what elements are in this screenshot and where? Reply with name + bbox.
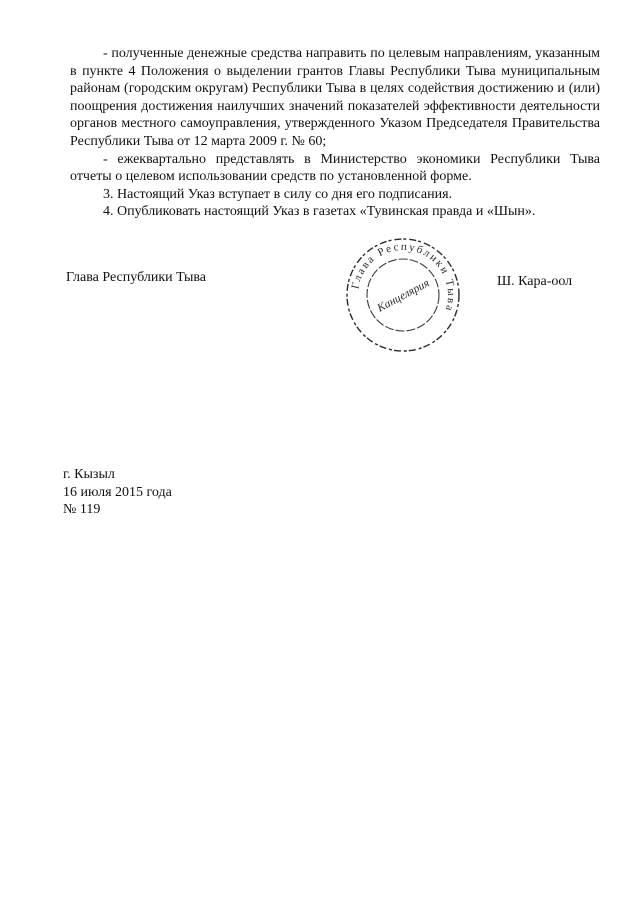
signatory-name: Ш. Кара-оол <box>497 274 573 289</box>
paragraph-funds-usage: - полученные денежные средства направить по целевым направлениям, указанным в пункте 4 Положения о выделении грантов Главы Республики Тыва муниципальным районам (городским округам) Республики Тыва в целях содействия достижению и (или) поощрения достижения наилучших значений показателей эффективности деятельности органов местного самоуправления, утвержденного Указом Председателя Правительства Республики Тыва от 12 марта 2009 г. № 60; <box>70 46 600 149</box>
paragraph-entry-into-force: 3. Настоящий Указ вступает в силу со дня его подписания. <box>103 186 453 202</box>
paragraph-publication: 4. Опубликовать настоящий Указ в газетах «Тувинская правда и «Шын». <box>103 204 536 220</box>
place-of-signing: г. Кызыл <box>63 467 115 482</box>
official-seal <box>344 236 462 354</box>
decree-body <box>70 45 600 221</box>
signatory-title: Глава Республики Тыва <box>66 270 207 285</box>
document-footer <box>63 466 172 519</box>
paragraph-quarterly-reports: - ежеквартально представлять в Министерство экономики Республики Тыва отчеты о целевом использовании средств по установленной форме. <box>70 151 600 185</box>
signing-date: 16 июля 2015 года <box>63 484 172 500</box>
decree-number: № 119 <box>63 502 101 517</box>
seal-center-text: Канцелярия <box>375 277 432 315</box>
seal-ring-text: Глава Республики Тыва <box>349 240 458 314</box>
